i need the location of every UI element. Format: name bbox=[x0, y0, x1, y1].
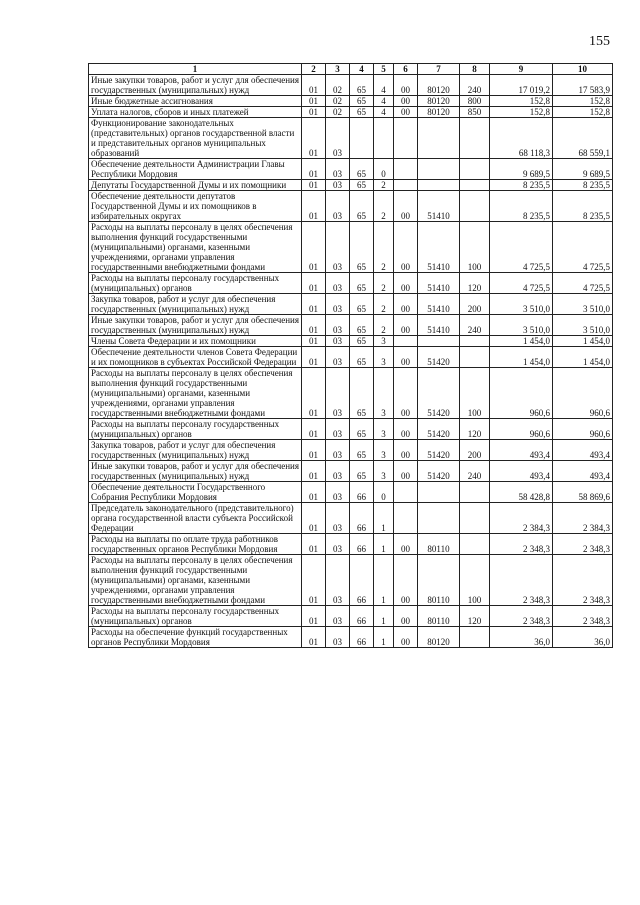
section-code: 01 bbox=[302, 107, 326, 118]
direction-code bbox=[394, 180, 418, 191]
subsection-code: 03 bbox=[326, 461, 350, 482]
amount-year-1: 58 428,8 bbox=[490, 482, 553, 503]
expense-type-code bbox=[460, 534, 490, 555]
row-description: Расходы на выплаты персоналу государственных (муниципальных) органов bbox=[89, 273, 302, 294]
direction-code: 00 bbox=[394, 96, 418, 107]
amount-year-2: 58 869,6 bbox=[553, 482, 613, 503]
amount-year-1: 8 235,5 bbox=[490, 180, 553, 191]
row-description: Расходы на выплаты персоналу государственных (муниципальных) органов bbox=[89, 606, 302, 627]
expense-type-code: 100 bbox=[460, 555, 490, 606]
subsection-code: 03 bbox=[326, 273, 350, 294]
amount-year-2: 68 559,1 bbox=[553, 118, 613, 159]
direction-code: 00 bbox=[394, 273, 418, 294]
table-row bbox=[89, 482, 613, 503]
amount-year-1: 9 689,5 bbox=[490, 159, 553, 180]
expense-type-code: 240 bbox=[460, 315, 490, 336]
expense-type-code bbox=[460, 336, 490, 347]
table-row bbox=[89, 347, 613, 368]
table-row bbox=[89, 222, 613, 273]
amount-year-2: 960,6 bbox=[553, 419, 613, 440]
subsection-code: 03 bbox=[326, 627, 350, 648]
program-code: 65 bbox=[350, 75, 374, 96]
row-description: Обеспечение деятельности Государственного Собрания Республики Мордовия bbox=[89, 482, 302, 503]
amount-year-2: 1 454,0 bbox=[553, 347, 613, 368]
table-row bbox=[89, 118, 613, 159]
expense-type-code: 100 bbox=[460, 368, 490, 419]
expense-type-code bbox=[460, 482, 490, 503]
target-code bbox=[418, 118, 460, 159]
subsection-code: 02 bbox=[326, 96, 350, 107]
section-code: 01 bbox=[302, 222, 326, 273]
subprogram-code: 1 bbox=[374, 555, 394, 606]
row-description: Иные закупки товаров, работ и услуг для обеспечения государственных (муниципальных) нужд bbox=[89, 315, 302, 336]
subprogram-code: 0 bbox=[374, 159, 394, 180]
target-code: 80110 bbox=[418, 555, 460, 606]
direction-code: 00 bbox=[394, 534, 418, 555]
direction-code: 00 bbox=[394, 440, 418, 461]
direction-code: 00 bbox=[394, 627, 418, 648]
row-description: Обеспечение деятельности депутатов Государственной Думы и их помощников в избирательных округах bbox=[89, 191, 302, 222]
amount-year-1: 2 348,3 bbox=[490, 606, 553, 627]
amount-year-1: 960,6 bbox=[490, 419, 553, 440]
amount-year-1: 960,6 bbox=[490, 368, 553, 419]
target-code bbox=[418, 159, 460, 180]
subprogram-code: 3 bbox=[374, 336, 394, 347]
row-description: Уплата налогов, сборов и иных платежей bbox=[89, 107, 302, 118]
amount-year-1: 17 019,2 bbox=[490, 75, 553, 96]
direction-code bbox=[394, 503, 418, 534]
amount-year-2: 152,8 bbox=[553, 107, 613, 118]
amount-year-2: 960,6 bbox=[553, 368, 613, 419]
section-code: 01 bbox=[302, 440, 326, 461]
expense-type-code: 240 bbox=[460, 75, 490, 96]
amount-year-2: 3 510,0 bbox=[553, 315, 613, 336]
amount-year-1: 2 348,3 bbox=[490, 534, 553, 555]
program-code: 65 bbox=[350, 440, 374, 461]
col-header-7: 7 bbox=[418, 64, 460, 75]
amount-year-2: 2 348,3 bbox=[553, 606, 613, 627]
table-row bbox=[89, 191, 613, 222]
table-row bbox=[89, 294, 613, 315]
expense-type-code: 200 bbox=[460, 294, 490, 315]
subsection-code: 03 bbox=[326, 555, 350, 606]
amount-year-1: 4 725,5 bbox=[490, 222, 553, 273]
program-code: 65 bbox=[350, 336, 374, 347]
col-header-6: 6 bbox=[394, 64, 418, 75]
col-header-2: 2 bbox=[302, 64, 326, 75]
program-code: 66 bbox=[350, 503, 374, 534]
direction-code: 00 bbox=[394, 191, 418, 222]
subprogram-code: 2 bbox=[374, 180, 394, 191]
amount-year-1: 1 454,0 bbox=[490, 347, 553, 368]
direction-code: 00 bbox=[394, 368, 418, 419]
subprogram-code bbox=[374, 118, 394, 159]
amount-year-1: 36,0 bbox=[490, 627, 553, 648]
col-header-8: 8 bbox=[460, 64, 490, 75]
section-code: 01 bbox=[302, 606, 326, 627]
expense-type-code bbox=[460, 159, 490, 180]
expense-type-code: 100 bbox=[460, 222, 490, 273]
target-code: 51420 bbox=[418, 419, 460, 440]
table-row bbox=[89, 336, 613, 347]
table-row bbox=[89, 419, 613, 440]
direction-code bbox=[394, 159, 418, 180]
subprogram-code: 3 bbox=[374, 440, 394, 461]
subprogram-code: 2 bbox=[374, 315, 394, 336]
direction-code: 00 bbox=[394, 294, 418, 315]
amount-year-2: 493,4 bbox=[553, 440, 613, 461]
row-description: Иные закупки товаров, работ и услуг для обеспечения государственных (муниципальных) нужд bbox=[89, 75, 302, 96]
expense-type-code: 120 bbox=[460, 419, 490, 440]
target-code: 80120 bbox=[418, 75, 460, 96]
program-code bbox=[350, 118, 374, 159]
subprogram-code: 1 bbox=[374, 606, 394, 627]
direction-code: 00 bbox=[394, 107, 418, 118]
amount-year-1: 3 510,0 bbox=[490, 315, 553, 336]
subsection-code: 03 bbox=[326, 159, 350, 180]
program-code: 65 bbox=[350, 96, 374, 107]
direction-code: 00 bbox=[394, 75, 418, 96]
amount-year-1: 2 348,3 bbox=[490, 555, 553, 606]
amount-year-1: 1 454,0 bbox=[490, 336, 553, 347]
row-description: Расходы на выплаты персоналу в целях обеспечения выполнения функций государственными (муниципальными) органами, казенными учреждениями, органами управления государственными внебюджетными фондами bbox=[89, 368, 302, 419]
target-code: 51420 bbox=[418, 347, 460, 368]
amount-year-2: 493,4 bbox=[553, 461, 613, 482]
row-description: Депутаты Государственной Думы и их помощники bbox=[89, 180, 302, 191]
target-code bbox=[418, 503, 460, 534]
section-code: 01 bbox=[302, 315, 326, 336]
target-code bbox=[418, 180, 460, 191]
program-code: 66 bbox=[350, 534, 374, 555]
subsection-code: 03 bbox=[326, 534, 350, 555]
subsection-code: 03 bbox=[326, 482, 350, 503]
program-code: 65 bbox=[350, 159, 374, 180]
subprogram-code: 4 bbox=[374, 96, 394, 107]
row-description: Иные бюджетные ассигнования bbox=[89, 96, 302, 107]
expense-type-code bbox=[460, 118, 490, 159]
table-body bbox=[89, 75, 613, 648]
subprogram-code: 1 bbox=[374, 627, 394, 648]
row-description: Расходы на выплаты персоналу государственных (муниципальных) органов bbox=[89, 419, 302, 440]
table-row bbox=[89, 627, 613, 648]
table-row bbox=[89, 461, 613, 482]
subsection-code: 03 bbox=[326, 419, 350, 440]
amount-year-2: 2 348,3 bbox=[553, 534, 613, 555]
row-description: Закупка товаров, работ и услуг для обеспечения государственных (муниципальных) нужд bbox=[89, 440, 302, 461]
section-code: 01 bbox=[302, 294, 326, 315]
table-row bbox=[89, 606, 613, 627]
subprogram-code: 3 bbox=[374, 419, 394, 440]
section-code: 01 bbox=[302, 503, 326, 534]
amount-year-1: 68 118,3 bbox=[490, 118, 553, 159]
table-row bbox=[89, 368, 613, 419]
amount-year-1: 152,8 bbox=[490, 107, 553, 118]
table-row bbox=[89, 534, 613, 555]
target-code: 80110 bbox=[418, 606, 460, 627]
subprogram-code: 1 bbox=[374, 503, 394, 534]
subsection-code: 03 bbox=[326, 606, 350, 627]
amount-year-2: 152,8 bbox=[553, 96, 613, 107]
direction-code bbox=[394, 482, 418, 503]
subprogram-code: 3 bbox=[374, 347, 394, 368]
section-code: 01 bbox=[302, 534, 326, 555]
subprogram-code: 2 bbox=[374, 273, 394, 294]
col-header-4: 4 bbox=[350, 64, 374, 75]
direction-code: 00 bbox=[394, 555, 418, 606]
subsection-code: 02 bbox=[326, 107, 350, 118]
expense-type-code bbox=[460, 191, 490, 222]
table-row bbox=[89, 180, 613, 191]
table-row bbox=[89, 96, 613, 107]
program-code: 65 bbox=[350, 294, 374, 315]
direction-code: 00 bbox=[394, 347, 418, 368]
section-code: 01 bbox=[302, 180, 326, 191]
direction-code: 00 bbox=[394, 315, 418, 336]
subsection-code: 03 bbox=[326, 368, 350, 419]
direction-code: 00 bbox=[394, 461, 418, 482]
target-code: 51410 bbox=[418, 315, 460, 336]
section-code: 01 bbox=[302, 191, 326, 222]
amount-year-1: 493,4 bbox=[490, 461, 553, 482]
target-code: 51420 bbox=[418, 461, 460, 482]
subprogram-code: 3 bbox=[374, 368, 394, 419]
direction-code bbox=[394, 336, 418, 347]
row-description: Расходы на выплаты персоналу в целях обеспечения выполнения функций государственными (муниципальными) органами, казенными учреждениями, органами управления государственными внебюджетными фондами bbox=[89, 222, 302, 273]
target-code: 51410 bbox=[418, 294, 460, 315]
expense-type-code bbox=[460, 180, 490, 191]
expense-type-code bbox=[460, 347, 490, 368]
subsection-code: 03 bbox=[326, 294, 350, 315]
subprogram-code: 2 bbox=[374, 294, 394, 315]
row-description: Иные закупки товаров, работ и услуг для обеспечения государственных (муниципальных) нужд bbox=[89, 461, 302, 482]
program-code: 65 bbox=[350, 222, 374, 273]
section-code: 01 bbox=[302, 159, 326, 180]
program-code: 65 bbox=[350, 191, 374, 222]
target-code: 80120 bbox=[418, 627, 460, 648]
expense-type-code bbox=[460, 627, 490, 648]
subprogram-code: 0 bbox=[374, 482, 394, 503]
program-code: 65 bbox=[350, 180, 374, 191]
subsection-code: 03 bbox=[326, 336, 350, 347]
subsection-code: 03 bbox=[326, 440, 350, 461]
program-code: 65 bbox=[350, 368, 374, 419]
section-code: 01 bbox=[302, 482, 326, 503]
program-code: 66 bbox=[350, 606, 374, 627]
table-row bbox=[89, 159, 613, 180]
row-description: Обеспечение деятельности членов Совета Федерации и их помощников в субъектах Российской Федерации bbox=[89, 347, 302, 368]
subsection-code: 03 bbox=[326, 315, 350, 336]
subprogram-code: 1 bbox=[374, 534, 394, 555]
section-code: 01 bbox=[302, 75, 326, 96]
section-code: 01 bbox=[302, 419, 326, 440]
amount-year-1: 3 510,0 bbox=[490, 294, 553, 315]
expense-type-code: 200 bbox=[460, 440, 490, 461]
budget-table bbox=[88, 63, 613, 648]
amount-year-2: 8 235,5 bbox=[553, 191, 613, 222]
expense-type-code: 800 bbox=[460, 96, 490, 107]
row-description: Расходы на обеспечение функций государственных органов Республики Мордовия bbox=[89, 627, 302, 648]
row-description: Обеспечение деятельности Администрации Главы Республики Мордовия bbox=[89, 159, 302, 180]
program-code: 65 bbox=[350, 419, 374, 440]
target-code bbox=[418, 482, 460, 503]
target-code: 51420 bbox=[418, 440, 460, 461]
row-description: Функционирование законодательных (представительных) органов государственной власти и представительных органов муниципальных образований bbox=[89, 118, 302, 159]
row-description: Председатель законодательного (представительного) органа государственной власти субъекта Российской Федерации bbox=[89, 503, 302, 534]
direction-code: 00 bbox=[394, 606, 418, 627]
table-row bbox=[89, 555, 613, 606]
amount-year-2: 2 384,3 bbox=[553, 503, 613, 534]
subprogram-code: 4 bbox=[374, 75, 394, 96]
section-code: 01 bbox=[302, 273, 326, 294]
amount-year-2: 3 510,0 bbox=[553, 294, 613, 315]
col-header-1: 1 bbox=[89, 64, 302, 75]
program-code: 65 bbox=[350, 347, 374, 368]
section-code: 01 bbox=[302, 347, 326, 368]
table-row bbox=[89, 315, 613, 336]
amount-year-2: 4 725,5 bbox=[553, 273, 613, 294]
target-code: 51420 bbox=[418, 368, 460, 419]
target-code: 51410 bbox=[418, 191, 460, 222]
table-row bbox=[89, 75, 613, 96]
target-code: 51410 bbox=[418, 222, 460, 273]
target-code: 80120 bbox=[418, 96, 460, 107]
subsection-code: 03 bbox=[326, 503, 350, 534]
section-code: 01 bbox=[302, 555, 326, 606]
table-row bbox=[89, 440, 613, 461]
expense-type-code: 120 bbox=[460, 606, 490, 627]
table-row bbox=[89, 273, 613, 294]
amount-year-2: 17 583,9 bbox=[553, 75, 613, 96]
expense-type-code: 240 bbox=[460, 461, 490, 482]
program-code: 65 bbox=[350, 107, 374, 118]
direction-code: 00 bbox=[394, 222, 418, 273]
section-code: 01 bbox=[302, 461, 326, 482]
amount-year-2: 9 689,5 bbox=[553, 159, 613, 180]
subsection-code: 03 bbox=[326, 191, 350, 222]
section-code: 01 bbox=[302, 96, 326, 107]
amount-year-2: 1 454,0 bbox=[553, 336, 613, 347]
amount-year-1: 2 384,3 bbox=[490, 503, 553, 534]
col-header-3: 3 bbox=[326, 64, 350, 75]
col-header-5: 5 bbox=[374, 64, 394, 75]
program-code: 66 bbox=[350, 627, 374, 648]
amount-year-1: 493,4 bbox=[490, 440, 553, 461]
row-description: Расходы на выплаты по оплате труда работников государственных органов Республики Мордовия bbox=[89, 534, 302, 555]
subsection-code: 02 bbox=[326, 75, 350, 96]
row-description: Члены Совета Федерации и их помощники bbox=[89, 336, 302, 347]
section-code: 01 bbox=[302, 368, 326, 419]
row-description: Расходы на выплаты персоналу в целях обеспечения выполнения функций государственными (муниципальными) органами, казенными учреждениями, органами управления государственными внебюджетными фондами bbox=[89, 555, 302, 606]
subsection-code: 03 bbox=[326, 222, 350, 273]
program-code: 65 bbox=[350, 273, 374, 294]
amount-year-2: 2 348,3 bbox=[553, 555, 613, 606]
amount-year-1: 8 235,5 bbox=[490, 191, 553, 222]
target-code: 80110 bbox=[418, 534, 460, 555]
table-row bbox=[89, 503, 613, 534]
expense-type-code: 850 bbox=[460, 107, 490, 118]
amount-year-2: 8 235,5 bbox=[553, 180, 613, 191]
subprogram-code: 3 bbox=[374, 461, 394, 482]
col-header-9: 9 bbox=[490, 64, 553, 75]
section-code: 01 bbox=[302, 336, 326, 347]
page-number: 155 bbox=[589, 34, 610, 49]
amount-year-2: 4 725,5 bbox=[553, 222, 613, 273]
subsection-code: 03 bbox=[326, 347, 350, 368]
program-code: 65 bbox=[350, 315, 374, 336]
program-code: 66 bbox=[350, 555, 374, 606]
program-code: 65 bbox=[350, 461, 374, 482]
subprogram-code: 2 bbox=[374, 222, 394, 273]
program-code: 66 bbox=[350, 482, 374, 503]
subsection-code: 03 bbox=[326, 180, 350, 191]
expense-type-code bbox=[460, 503, 490, 534]
target-code: 51410 bbox=[418, 273, 460, 294]
direction-code: 00 bbox=[394, 419, 418, 440]
row-description: Закупка товаров, работ и услуг для обеспечения государственных (муниципальных) нужд bbox=[89, 294, 302, 315]
direction-code bbox=[394, 118, 418, 159]
target-code bbox=[418, 336, 460, 347]
expense-type-code: 120 bbox=[460, 273, 490, 294]
amount-year-1: 152,8 bbox=[490, 96, 553, 107]
target-code: 80120 bbox=[418, 107, 460, 118]
table-header-row bbox=[89, 64, 613, 75]
subsection-code: 03 bbox=[326, 118, 350, 159]
section-code: 01 bbox=[302, 627, 326, 648]
amount-year-1: 4 725,5 bbox=[490, 273, 553, 294]
amount-year-2: 36,0 bbox=[553, 627, 613, 648]
table-row bbox=[89, 107, 613, 118]
col-header-10: 10 bbox=[553, 64, 613, 75]
subprogram-code: 4 bbox=[374, 107, 394, 118]
section-code: 01 bbox=[302, 118, 326, 159]
subprogram-code: 2 bbox=[374, 191, 394, 222]
